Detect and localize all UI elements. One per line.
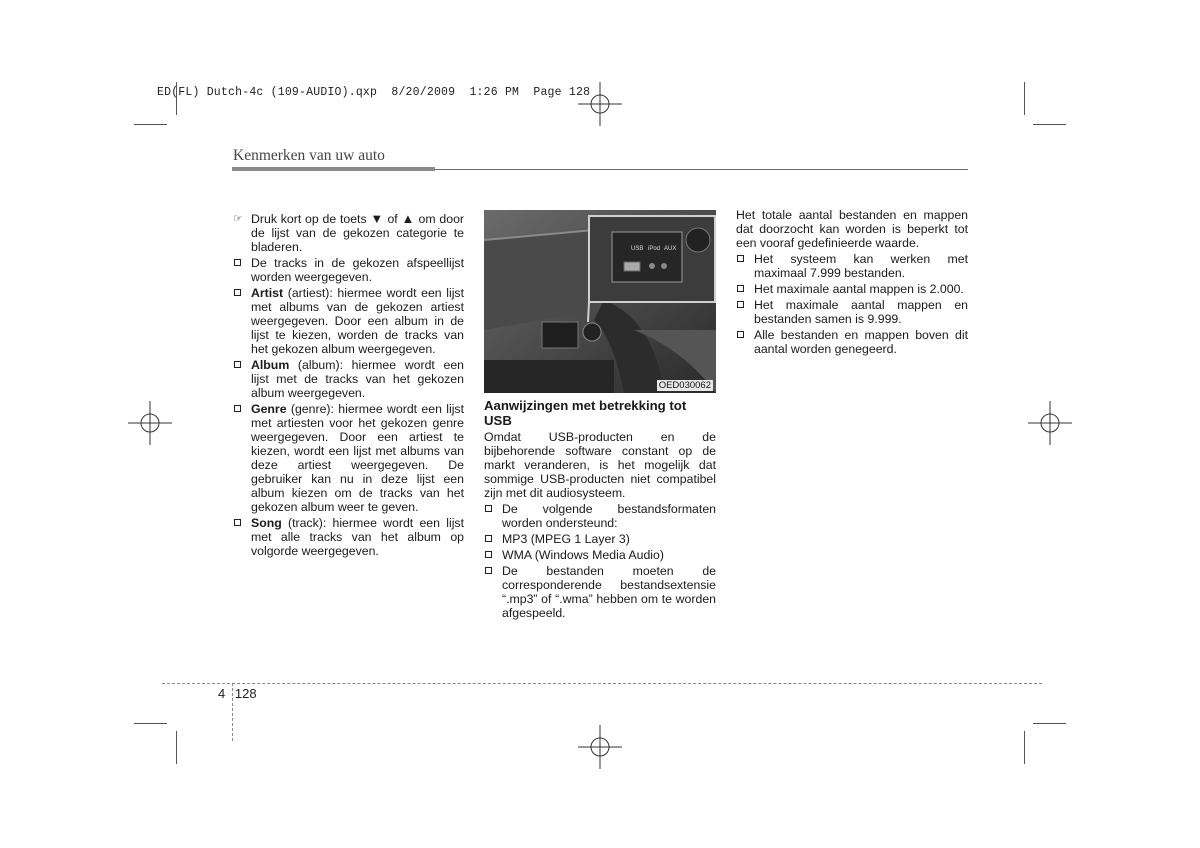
- port-label-ipod: iPod: [648, 246, 661, 252]
- down-arrow-icon: ▼: [370, 211, 384, 226]
- list-item: [233, 256, 464, 284]
- crop-mark: [134, 723, 167, 724]
- item-term: Song: [251, 516, 282, 530]
- checkbox-bullet-icon: [485, 551, 492, 558]
- checkbox-bullet-icon: [737, 285, 744, 292]
- port-label-aux: AUX: [664, 246, 677, 252]
- port-label-usb: USB: [631, 246, 644, 252]
- item-text: Het maximale aantal mappen en bestanden samen is 9.999.: [754, 298, 968, 326]
- crop-mark: [1033, 124, 1066, 125]
- list-item: [484, 564, 716, 620]
- intro-text-pre: Druk kort op de toets: [251, 212, 367, 226]
- footer-dashed-rule: [162, 683, 1042, 684]
- file-slug: ED(FL) Dutch-4c (109-AUDIO).qxp 8/20/2009 1:26 PM Page 128: [157, 86, 591, 99]
- item-text: (album): hiermee wordt een lijst met de tracks van het gekozen album weergegeven.: [251, 358, 464, 400]
- checkbox-bullet-icon: [485, 567, 492, 574]
- usb-port-photo: [484, 210, 716, 393]
- list-item: [736, 328, 968, 356]
- registration-mark-right: [1028, 401, 1072, 445]
- intro-text-mid: of: [387, 212, 398, 226]
- photo-code: OED030062: [658, 380, 711, 391]
- item-text: (genre): hiermee wordt een lijst met artiesten voor het gekozen genre weergegeven. Door een artiest te kiezen, wordt een lijst met albums van deze artiest weergegeven. De gebruiker kan nu in deze lijst een album kiezen om de tracks van het gekozen album weer te geven.: [251, 402, 464, 514]
- list-item: [233, 358, 464, 400]
- intro-note: [233, 212, 464, 254]
- checkbox-bullet-icon: [485, 535, 492, 542]
- item-text: WMA (Windows Media Audio): [502, 548, 664, 562]
- car-console-illustration: [484, 210, 716, 393]
- intro-text-post: om door de lijst van de gekozen categorie te bladeren.: [251, 212, 465, 254]
- list-item: [484, 502, 716, 530]
- crop-mark: [1024, 82, 1025, 115]
- item-term: Artist: [251, 286, 284, 300]
- registration-mark-left: [128, 401, 172, 445]
- checkbox-bullet-icon: [234, 405, 241, 412]
- list-item: [233, 516, 464, 558]
- list-item: [484, 548, 716, 562]
- chapter-number: 4: [218, 686, 226, 701]
- right-column: [736, 208, 968, 358]
- item-term: Genre: [251, 402, 287, 416]
- item-text: De bestanden moeten de corresponderende bestandsextensie “.mp3” of “.wma” hebben om te worden afgespeeld.: [502, 564, 716, 620]
- pointing-hand-icon: ☞: [233, 213, 243, 225]
- checkbox-bullet-icon: [737, 255, 744, 262]
- item-text: De tracks in de gekozen afspeellijst worden weergegeven.: [251, 256, 464, 284]
- item-text: Het systeem kan werken met maximaal 7.999 bestanden.: [754, 252, 968, 280]
- item-text: (artiest): hiermee wordt een lijst met albums van de gekozen artiest weergegeven. Door een album in de lijst te kiezen, worden de tracks van het gekozen album weergegeven.: [251, 286, 464, 356]
- right-paragraph: Het totale aantal bestanden en mappen dat doorzocht kan worden is beperkt tot een vooraf gedefinieerde waarde.: [736, 208, 968, 250]
- list-item: [736, 298, 968, 326]
- list-item: [233, 402, 464, 514]
- item-text: De volgende bestandsformaten worden ondersteund:: [502, 502, 716, 530]
- item-text: (track): hiermee wordt een lijst met alle tracks van het album op volgorde weergegeven.: [251, 516, 464, 558]
- checkbox-bullet-icon: [234, 519, 241, 526]
- checkbox-bullet-icon: [737, 301, 744, 308]
- checkbox-bullet-icon: [234, 289, 241, 296]
- crop-mark: [176, 731, 177, 764]
- section-paragraph: Omdat USB-producten en de bijbehorende software constant op de markt veranderen, is het mogelijk dat sommige USB-producten niet compatibel zijn met dit audiosysteem.: [484, 430, 716, 500]
- up-arrow-icon: ▲: [401, 211, 415, 226]
- item-term: Album: [251, 358, 290, 372]
- left-column: [233, 212, 464, 560]
- registration-mark-bottom: [578, 725, 622, 769]
- list-item: [233, 286, 464, 356]
- list-item: [484, 532, 716, 546]
- item-text: Alle bestanden en mappen boven dit aantal worden genegeerd.: [754, 328, 968, 356]
- checkbox-bullet-icon: [234, 259, 241, 266]
- page-number-value: 128: [234, 686, 257, 701]
- checkbox-bullet-icon: [234, 361, 241, 368]
- crop-mark: [1024, 731, 1025, 764]
- checkbox-bullet-icon: [737, 331, 744, 338]
- page-number: [218, 686, 257, 701]
- crop-mark: [134, 124, 167, 125]
- header-rule-thick: [232, 167, 435, 171]
- checkbox-bullet-icon: [485, 505, 492, 512]
- item-text: Het maximale aantal mappen is 2.000.: [754, 282, 964, 296]
- middle-column: [484, 398, 716, 622]
- list-item: [736, 252, 968, 280]
- list-item: [736, 282, 968, 296]
- crop-mark: [1033, 723, 1066, 724]
- item-text: MP3 (MPEG 1 Layer 3): [502, 532, 630, 546]
- header-rule-thin: [435, 169, 968, 170]
- page-header-title: Kenmerken van uw auto: [233, 147, 385, 164]
- section-heading: Aanwijzingen met betrekking tot USB: [484, 398, 687, 428]
